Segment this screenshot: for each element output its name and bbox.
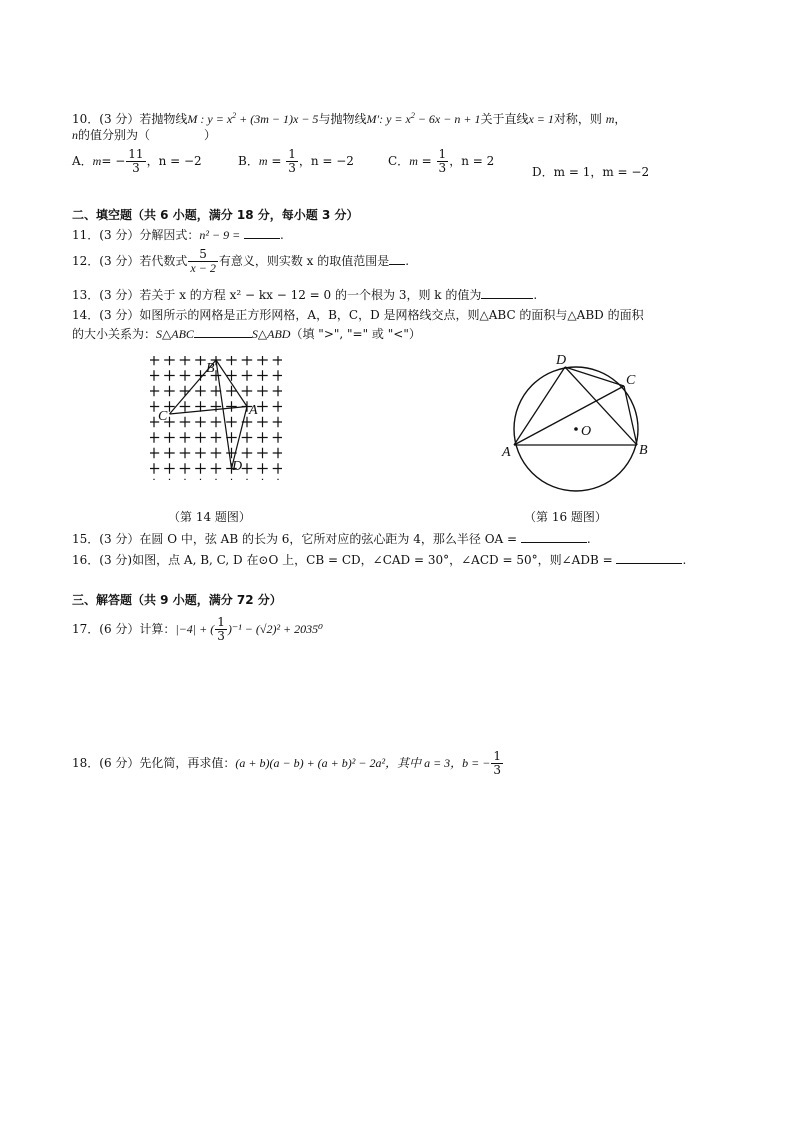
q11-text: 11．(3 分）分解因式： [72, 228, 200, 242]
q14-s-abc: S△ABC [156, 327, 194, 341]
q10-choice-a: A．m= − $\frac{11}{3}$ ，n = −2 [72, 147, 202, 175]
choice-a-den: 3 [132, 161, 140, 175]
fig16-label-o: O [581, 424, 592, 439]
q17-num: 1 [217, 615, 225, 629]
q12-answer-blank[interactable] [389, 252, 405, 265]
choice-b-num: 1 [288, 147, 296, 161]
choice-d-label: D． [532, 165, 554, 179]
fig16-label-c: C [626, 373, 636, 388]
section-3-heading: 三、解答题（共 9 小题，满分 72 分） [72, 593, 282, 607]
choice-a-tail: ，n = −2 [146, 154, 202, 168]
q16-text: 16．(3 分)如图，点 A, B, C, D 在⊙O 上，CB = CD，∠CAD = 30°，∠ACD = 50°，则∠ADB = [72, 553, 613, 567]
q10-var-m: m [605, 112, 615, 126]
q10-var-n: n [72, 128, 78, 142]
q10-choice-d [532, 163, 649, 180]
q14-answer-blank[interactable] [194, 325, 252, 338]
q11-expr: n² − 9 = [199, 228, 241, 242]
choice-b-fraction [286, 148, 298, 175]
fig16-label-d: D [556, 353, 567, 368]
q12-den: x − 2 [190, 261, 216, 275]
choice-b-den: 3 [288, 161, 296, 175]
q17-den: 3 [217, 629, 225, 643]
segment-ac [514, 386, 624, 445]
choice-d-text: m = 1，m = −2 [553, 165, 650, 179]
q14-line1: 14．(3 分）如图所示的网格是正方形网格，A，B，C，D 是网格线交点，则△ABC 的面积与△ABD 的面积 [72, 308, 644, 322]
q18-text: 18．(6 分）先化简，再求值： [72, 756, 236, 770]
q15: 15．(3 分）在圆 O 中，弦 AB 的长为 6，它所对应的弦心距为 4，那么半径 OA = . [72, 532, 591, 546]
q17-expr-a: |−4| + ( [175, 622, 215, 636]
q15-text: 15．(3 分）在圆 O 中，弦 AB 的长为 6，它所对应的弦心距为 4，那么半径 OA = [72, 532, 518, 546]
q10-parabola-m-prime: M′: $y = x^2 - 6x - n + 1$ [366, 111, 481, 126]
q18-num: 1 [493, 749, 502, 763]
q17-expr-b: )⁻¹ − (√2)² + 2035⁰ [227, 622, 323, 636]
q14-line2-a: 的大小关系为： [72, 327, 157, 341]
fig16-label-a: A [502, 445, 511, 460]
q18-fraction [491, 750, 503, 777]
fig16-circle-diagram [500, 350, 660, 510]
q18-expr: (a + b)(a − b) + (a + b)² − 2a²，其中 a = 3，b = − [235, 756, 491, 770]
q13-text: 13．(3 分）若关于 x 的方程 x² − kx − 12 = 0 的一个根为 3，则 k 的值为 [72, 288, 482, 302]
q10-text-a: 10．(3 分）若抛物线 [72, 112, 188, 126]
q10-text-b: 与抛物线 [318, 112, 367, 126]
fig14-label-a: A [249, 403, 258, 418]
q10-line2 [72, 127, 216, 143]
q14-s-abd: S△ABD [251, 327, 291, 341]
segment-cb [624, 386, 637, 445]
fig14-label-c: C [158, 409, 168, 424]
choice-c-fraction [437, 148, 449, 175]
section-2-heading: 二、填空题（共 6 小题，满分 18 分，每小题 3 分） [72, 208, 359, 222]
q17-text: 17．(6 分）计算： [72, 622, 176, 636]
choice-b-tail: ，n = −2 [298, 154, 354, 168]
q10-line2-end: ） [204, 128, 217, 142]
q11: 11．(3 分）分解因式：n² − 9 = . [72, 228, 284, 242]
q10-choice-c: C．m = $\frac{1}{3}$ ，n = 2 [388, 147, 495, 175]
q11-answer-blank[interactable] [244, 226, 280, 239]
q14-line2 [72, 325, 421, 342]
q10-choice-b: B．m = $\frac{1}{3}$ ，n = −2 [238, 147, 354, 175]
q10-parabola-m: M : $y = x^2 + (3m - 1)x - 5$ [187, 111, 319, 126]
fig14-grid-diagram [148, 352, 290, 484]
q10-line1: 10．(3 分）若抛物线M : $y = x^2 + (3m - 1)x - 5$与抛物线M′: $y = x^2 - 6x - n + 1$关于直线x = 1对称，则 m， [72, 111, 627, 126]
q13-answer-blank[interactable] [481, 286, 533, 299]
choice-a-label: A． [72, 154, 93, 168]
q12-tail: 有意义，则实数 x 的取值范围是 [218, 254, 390, 268]
q14-line2-b: （填 ">", "=" 或 "<"） [290, 327, 421, 341]
q16-answer-blank[interactable] [616, 551, 682, 564]
q12-num: 5 [188, 248, 217, 262]
center-o-dot [574, 427, 578, 431]
q12-text: 12．(3 分）若代数式 [72, 254, 188, 268]
q18 [72, 750, 504, 777]
choice-c-den: 3 [438, 161, 447, 175]
fig16-caption: （第 16 题图） [524, 510, 607, 524]
q16: 16．(3 分)如图，点 A, B, C, D 在⊙O 上，CB = CD，∠CAD = 30°，∠ACD = 50°，则∠ADB = . [72, 553, 687, 567]
q17 [72, 616, 323, 643]
choice-a-fraction [126, 148, 145, 175]
q18-den: 3 [493, 763, 502, 777]
choice-c-num: 1 [438, 147, 447, 161]
fig14-label-d: D [232, 459, 243, 474]
choice-c-label: C． [388, 154, 410, 168]
q13: 13．(3 分）若关于 x 的方程 x² − kx − 12 = 0 的一个根为 3，则 k 的值为 . [72, 288, 538, 302]
q15-answer-blank[interactable] [521, 530, 587, 543]
fig14-caption: （第 14 题图） [168, 510, 251, 524]
q12-fraction [188, 248, 217, 275]
choice-b-label: B． [238, 154, 259, 168]
fig16-label-b: B [639, 443, 648, 458]
choice-a-num: 11 [128, 147, 144, 161]
q12: 12．(3 分）若代数式 $\frac{5}{x - 2}$ 有意义，则实数 x 的取值范围是 . [72, 247, 410, 275]
choice-c-tail: ，n = 2 [449, 154, 495, 168]
q10-text-d: 对称，则 [553, 112, 602, 126]
fig14-label-b: B [206, 361, 215, 376]
q17-fraction [215, 616, 227, 643]
q10-line-x1: x = 1 [528, 112, 554, 126]
q10-line2-text: 的值分别为（ [78, 128, 151, 142]
q10-text-c: 关于直线 [480, 112, 529, 126]
